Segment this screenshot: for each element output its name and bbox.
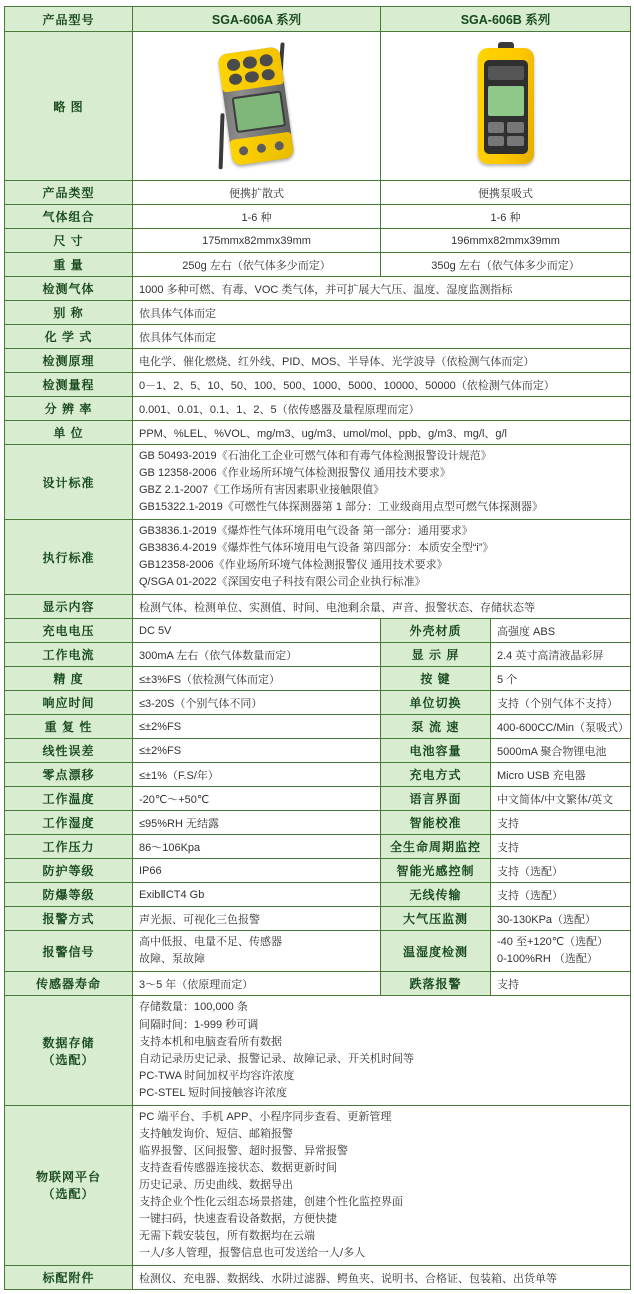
row-label-iot	[5, 1105, 133, 1265]
row-label-unit: 单 位	[5, 421, 133, 445]
table-row-formula	[5, 325, 631, 349]
row-label-range: 检测量程	[5, 373, 133, 397]
accessories-value: 检测仪、充电器、数据线、水阱过滤器、鳄鱼夹、说明书、合格证、包装箱、出货单等	[133, 1266, 631, 1290]
row-label-sensor-life: 传感器寿命	[5, 972, 133, 996]
row-label-working-pressure: 工作压力	[5, 835, 133, 859]
charge-voltage-value: DC 5V	[133, 619, 381, 643]
row-label-design-std: 设计标准	[5, 445, 133, 520]
table-row-diagram	[5, 32, 631, 181]
pressure-monitor-value: 30-130KPa（选配）	[491, 907, 631, 931]
table-row-display-content	[5, 595, 631, 619]
row-label-charge-voltage: 充电电压	[5, 619, 133, 643]
protection-grade-value: IP66	[133, 859, 381, 883]
keys-value: 5 个	[491, 667, 631, 691]
table-row-weight	[5, 253, 631, 277]
accuracy-value: ≤±3%FS（依检测气体而定）	[133, 667, 381, 691]
table-row-pair	[5, 691, 631, 715]
row-label-working-temp: 工作温度	[5, 787, 133, 811]
row-label-pressure-monitor: 大气压监测	[381, 907, 491, 931]
detect-gas-value: 1000 多种可燃、有毒、VOC 类气体，并可扩展大气压、温度、湿度监测指标	[133, 277, 631, 301]
row-label-detect-gas: 检测气体	[5, 277, 133, 301]
drop-alarm-value: 支持	[491, 972, 631, 996]
row-label-working-current: 工作电流	[5, 643, 133, 667]
temp-humidity-line: 0-100%RH （选配）	[497, 953, 598, 966]
table-row-alarm-mode	[5, 907, 631, 931]
row-label-alarm-mode: 报警方式	[5, 907, 133, 931]
product-type-a: 便携扩散式	[133, 181, 381, 205]
row-label-smart-calibration: 智能校准	[381, 811, 491, 835]
row-label-product-type: 产品类型	[5, 181, 133, 205]
design-std-line: GBZ 2.1-2007《工作场所有害因素职业接触限值》	[139, 484, 385, 497]
portable-pump-detector-icon	[466, 42, 546, 170]
device-a-image	[133, 32, 381, 181]
table-row-storage	[5, 996, 631, 1105]
table-row-unit	[5, 421, 631, 445]
weight-b: 350g 左右（依气体多少而定）	[381, 253, 631, 277]
alarm-signal-line: 高中低报、电量不足、传感器	[139, 936, 282, 949]
smart-calibration-value: 支持	[491, 811, 631, 835]
model-b-header: SGA-606B 系列	[381, 7, 631, 32]
iot-line: 临界报警、区间报警、超时报警、异常报警	[139, 1144, 348, 1157]
table-row-pair	[5, 715, 631, 739]
row-label-accessories: 标配附件	[5, 1266, 133, 1290]
design-std-value	[133, 445, 631, 520]
table-row-sensor-life	[5, 972, 631, 996]
alias-value: 依具体气体而定	[133, 301, 631, 325]
storage-line: 间隔时间：1-999 秒可调	[139, 1018, 259, 1031]
iot-line: 支持触发询价、短信、邮箱报警	[139, 1127, 293, 1140]
row-label-principle: 检测原理	[5, 349, 133, 373]
display-content-value: 检测气体、检测单位、实测值、时间、电池剩余量、声音、报警状态、存储状态等	[133, 595, 631, 619]
alarm-signal-value	[133, 931, 381, 972]
working-current-value: 300mA 左右（依气体数量而定）	[133, 643, 381, 667]
row-label-storage	[5, 996, 133, 1105]
row-label-smart-light-control: 智能光感控制	[381, 859, 491, 883]
row-label-explosion-grade: 防爆等级	[5, 883, 133, 907]
sensor-life-value: 3～5 年（依原理而定）	[133, 972, 381, 996]
table-row-size	[5, 229, 631, 253]
working-humidity-value: ≤95%RH 无结露	[133, 811, 381, 835]
table-row-range	[5, 373, 631, 397]
table-row-alarm-signal	[5, 931, 631, 972]
design-std-line: GB 12358-2006《作业场所环境气体检测报警仪 通用技术要求》	[139, 467, 451, 480]
row-label-accuracy: 精 度	[5, 667, 133, 691]
table-row-pair	[5, 619, 631, 643]
iot-line: PC 端平台、手机 APP、小程序同步查看、更新管理	[139, 1110, 392, 1123]
iot-label-line2: （选配）	[42, 1187, 95, 1202]
repeatability-value: ≤±2%FS	[133, 715, 381, 739]
row-label-gas-combo: 气体组合	[5, 205, 133, 229]
row-label-diagram: 略 图	[5, 32, 133, 181]
row-label-formula: 化 学 式	[5, 325, 133, 349]
gas-combo-b: 1-6 种	[381, 205, 631, 229]
design-std-line: GB 50493-2019《石油化工企业可燃气体和有毒气体检测报警设计规范》	[139, 450, 492, 462]
formula-value: 依具体气体而定	[133, 325, 631, 349]
exec-std-line: GB3836.4-2019《爆炸性气体环境用电气设备 第四部分：本质安全型“i”》	[139, 542, 494, 555]
size-b: 196mmx82mmx39mm	[381, 229, 631, 253]
row-label-drop-alarm: 跌落报警	[381, 972, 491, 996]
table-row-pair	[5, 643, 631, 667]
row-label-exec-std: 执行标准	[5, 520, 133, 595]
table-row-resolution	[5, 397, 631, 421]
storage-value	[133, 996, 631, 1105]
gas-combo-a: 1-6 种	[133, 205, 381, 229]
row-label-display-screen: 显 示 屏	[381, 643, 491, 667]
row-label-protection-grade: 防护等级	[5, 859, 133, 883]
row-label-keys: 按 键	[381, 667, 491, 691]
table-row-pair	[5, 763, 631, 787]
row-label-linearity-error: 线性误差	[5, 739, 133, 763]
iot-line: 支持查看传感器连接状态、数据更新时间	[139, 1161, 337, 1174]
size-a: 175mmx82mmx39mm	[133, 229, 381, 253]
exec-std-value	[133, 520, 631, 595]
shell-material-value: 高强度 ABS	[491, 619, 631, 643]
temp-humidity-detect-value	[491, 931, 631, 972]
storage-line: PC-STEL 短时间接触容许浓度	[139, 1086, 288, 1099]
table-row-pair	[5, 667, 631, 691]
row-label-pump-flow: 泵 流 速	[381, 715, 491, 739]
working-temp-value: -20℃～+50℃	[133, 787, 381, 811]
charge-mode-value: Micro USB 充电器	[491, 763, 631, 787]
smart-light-control-value: 支持（选配）	[491, 859, 631, 883]
storage-line: 自动记录历史记录、报警记录、故障记录、开关机时间等	[139, 1052, 414, 1065]
table-row-accessories	[5, 1266, 631, 1290]
row-label-model: 产品型号	[5, 7, 133, 32]
storage-line: PC-TWA 时间加权平均容许浓度	[139, 1069, 295, 1082]
unit-switch-value: 支持（个别气体不支持）	[491, 691, 631, 715]
table-row-principle	[5, 349, 631, 373]
table-row-pair	[5, 811, 631, 835]
table-row-product-type	[5, 181, 631, 205]
iot-line: 一键扫码，快速查看设备数据，方便快捷	[139, 1213, 337, 1226]
table-row-alias	[5, 301, 631, 325]
table-row-iot	[5, 1105, 631, 1265]
table-row-design-std	[5, 445, 631, 520]
exec-std-line: GB12358-2006《作业场所环境气体检测报警仪 通用技术要求》	[139, 559, 448, 572]
storage-line: 存储数量：100,000 条	[139, 1001, 248, 1014]
iot-line: 一人/多人管理，报警信息也可发送给一人/多人	[139, 1247, 366, 1260]
table-row-gas-combo	[5, 205, 631, 229]
spec-table	[4, 6, 631, 1290]
range-value: 0－1、2、5、10、50、100、500、1000、5000、10000、50000（依检测气体而定）	[133, 373, 631, 397]
row-label-language: 语言界面	[381, 787, 491, 811]
row-label-repeatability: 重 复 性	[5, 715, 133, 739]
wireless-value: 支持（选配）	[491, 883, 631, 907]
row-label-wireless: 无线传输	[381, 883, 491, 907]
language-value: 中文简体/中文繁体/英文	[491, 787, 631, 811]
exec-std-line: Q/SGA 01-2022《深国安电子科技有限公司企业执行标准》	[139, 576, 426, 589]
portable-diffusion-detector-icon	[200, 38, 312, 174]
table-row-pair	[5, 859, 631, 883]
unit-value: PPM、%LEL、%VOL、mg/m3、ug/m3、umol/mol、ppb、g/m3、mg/l、g/l	[133, 421, 631, 445]
table-row-pair	[5, 835, 631, 859]
row-label-working-humidity: 工作湿度	[5, 811, 133, 835]
principle-value: 电化学、催化燃烧、红外线、PID、MOS、半导体、光学波导（依检测气体而定）	[133, 349, 631, 373]
battery-capacity-value: 5000mA 聚合物锂电池	[491, 739, 631, 763]
row-label-battery-capacity: 电池容量	[381, 739, 491, 763]
table-row-pair	[5, 739, 631, 763]
resolution-value: 0.001、0.01、0.1、1、2、5（依传感器及量程原理而定）	[133, 397, 631, 421]
row-label-zero-drift: 零点漂移	[5, 763, 133, 787]
row-label-charge-mode: 充电方式	[381, 763, 491, 787]
table-row-model	[5, 7, 631, 32]
row-label-shell-material: 外壳材质	[381, 619, 491, 643]
storage-label-line1: 数据存储	[42, 1035, 95, 1050]
response-time-value: ≤3-20S（个别气体不同）	[133, 691, 381, 715]
table-row-pair	[5, 787, 631, 811]
row-label-response-time: 响应时间	[5, 691, 133, 715]
lifecycle-monitor-value: 支持	[491, 835, 631, 859]
iot-line: 无需下载安装包，所有数据均在云端	[139, 1230, 315, 1243]
design-std-line: GB15322.1-2019《可燃性气体探测器第 1 部分：工业级商用点型可燃气体探测器》	[139, 501, 544, 514]
row-label-weight: 重 量	[5, 253, 133, 277]
row-label-resolution: 分 辨 率	[5, 397, 133, 421]
row-label-display-content: 显示内容	[5, 595, 133, 619]
exec-std-line: GB3836.1-2019《爆炸性气体环境用电气设备 第一部分：通用要求》	[139, 525, 473, 538]
alarm-signal-line: 故障、泵故障	[139, 953, 205, 966]
row-label-unit-switch: 单位切换	[381, 691, 491, 715]
pump-flow-value: 400-600CC/Min（泵吸式）	[491, 715, 631, 739]
row-label-alarm-signal: 报警信号	[5, 931, 133, 972]
iot-line: 支持企业个性化云组态场景搭建，创建个性化监控界面	[139, 1195, 403, 1208]
explosion-grade-value: ExibⅡCT4 Gb	[133, 883, 381, 907]
linearity-error-value: ≤±2%FS	[133, 739, 381, 763]
display-screen-value: 2.4 英寸高清液晶彩屏	[491, 643, 631, 667]
alarm-mode-value: 声光振、可视化三色报警	[133, 907, 381, 931]
working-pressure-value: 86～106Kpa	[133, 835, 381, 859]
device-b-image	[381, 32, 631, 181]
table-row-exec-std	[5, 520, 631, 595]
zero-drift-value: ≤±1%（F.S/年）	[133, 763, 381, 787]
iot-line: 历史记录、历史曲线、数据导出	[139, 1178, 293, 1191]
temp-humidity-line: -40 至+120℃（选配）	[497, 936, 609, 949]
iot-label-line1: 物联网平台	[35, 1170, 101, 1185]
row-label-temp-humidity-detect: 温湿度检测	[381, 931, 491, 972]
product-type-b: 便携泵吸式	[381, 181, 631, 205]
row-label-size: 尺 寸	[5, 229, 133, 253]
row-label-lifecycle-monitor: 全生命周期监控	[381, 835, 491, 859]
table-row-detect-gas	[5, 277, 631, 301]
table-row-pair	[5, 883, 631, 907]
storage-line: 支持本机和电脑查看所有数据	[139, 1035, 282, 1048]
model-a-header: SGA-606A 系列	[133, 7, 381, 32]
row-label-alias: 别 称	[5, 301, 133, 325]
weight-a: 250g 左右（依气体多少而定）	[133, 253, 381, 277]
storage-label-line2: （选配）	[42, 1052, 95, 1067]
iot-value	[133, 1105, 631, 1265]
